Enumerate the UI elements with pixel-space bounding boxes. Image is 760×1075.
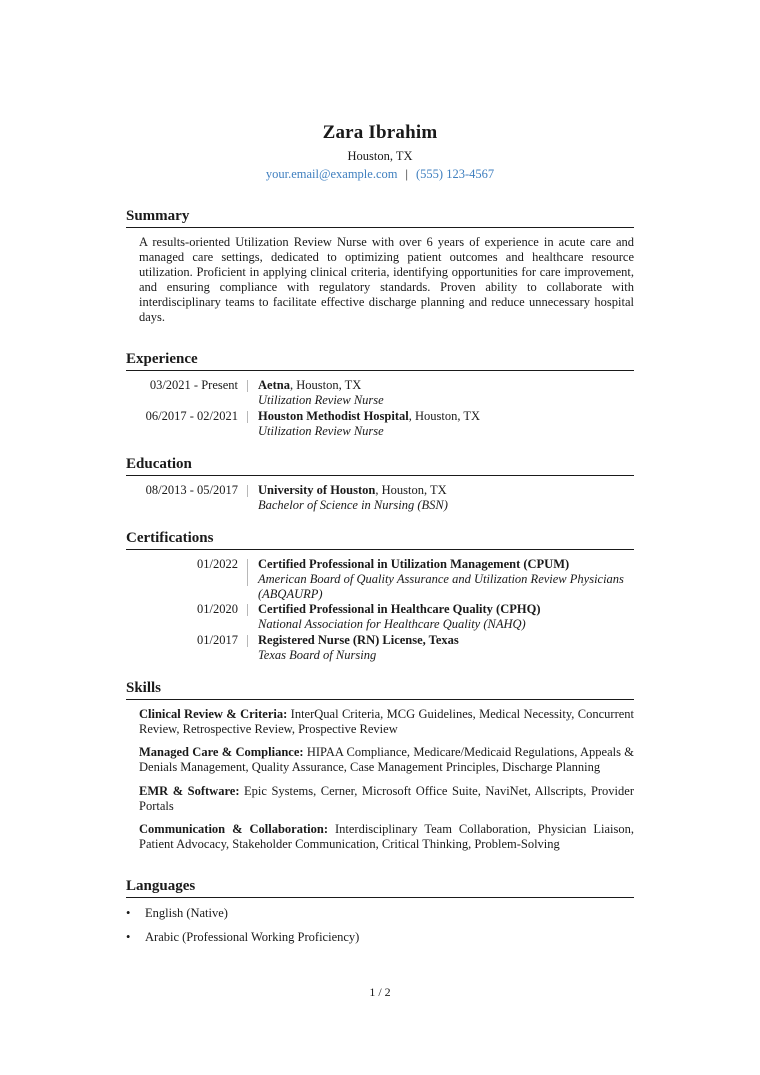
entry-organization: Houston Methodist Hospital — [258, 409, 409, 423]
summary-heading: Summary — [126, 208, 634, 228]
entry-body — [258, 409, 634, 439]
certifications-heading: Certifications — [126, 530, 634, 550]
skill-group — [139, 745, 634, 775]
skill-list: HIPAA Compliance, Medicare/Medicaid Regulations, Appeals & Denials Management, Quality Assurance, Case Management Principles, Discharge Planning — [139, 745, 635, 774]
skill-category: Clinical Review & Criteria: — [139, 707, 288, 721]
entry-date: 01/2020 — [197, 602, 238, 616]
candidate-location: Houston, TX — [347, 149, 413, 163]
certification-issuer: American Board of Quality Assurance and Utilization Review Physicians (ABQAURP) — [258, 572, 624, 601]
contact-line — [126, 167, 634, 182]
entry-date: 08/2013 - 05/2017 — [145, 483, 238, 497]
skills-heading: Skills — [126, 680, 634, 700]
entry-organization: Aetna — [258, 378, 290, 392]
entry-role: Utilization Review Nurse — [258, 393, 384, 407]
certification-issuer: Texas Board of Nursing — [258, 648, 377, 662]
page-number: 1 / 2 — [369, 985, 391, 999]
experience-heading: Experience — [126, 351, 634, 371]
entry-divider — [247, 485, 248, 497]
language-name: English (Native) — [145, 906, 228, 920]
entry-date: 01/2022 — [197, 557, 238, 571]
entry-organization: University of Houston — [258, 483, 376, 497]
entry-date: 01/2017 — [197, 633, 238, 647]
skill-category: Communication & Collaboration: — [139, 822, 328, 836]
candidate-name: Zara Ibrahim — [322, 122, 438, 143]
phone-link[interactable]: (555) 123-4567 — [416, 167, 495, 181]
skill-group — [139, 784, 634, 814]
education-entry — [126, 483, 634, 513]
entry-location: , Houston, TX — [408, 409, 481, 423]
experience-entry — [126, 378, 634, 408]
entry-divider — [247, 635, 248, 647]
bullet-icon: • — [126, 930, 131, 944]
entry-location: , Houston, TX — [375, 483, 447, 497]
certification-entry — [126, 633, 634, 663]
education-heading: Education — [126, 456, 634, 476]
bullet-icon: • — [126, 906, 131, 920]
entry-body — [258, 483, 634, 513]
certification-name: Certified Professional in Healthcare Quality (CPHQ) — [258, 602, 541, 616]
entry-divider — [247, 380, 248, 392]
entry-location: , Houston, TX — [289, 378, 362, 392]
skill-group — [139, 822, 634, 852]
experience-entry — [126, 409, 634, 439]
entry-body — [258, 378, 634, 408]
email-link[interactable]: your.email@example.com — [265, 167, 398, 181]
skill-list: Epic Systems, Cerner, Microsoft Office Suite, NaviNet, Allscripts, Provider Portals — [139, 784, 634, 813]
entry-divider — [247, 411, 248, 423]
entry-date: 06/2017 - 02/2021 — [145, 409, 238, 423]
skill-list: Interdisciplinary Team Collaboration, Physician Liaison, Patient Advocacy, Stakeholder Communication, Critical Thinking, Problem-Solving — [139, 822, 634, 851]
certification-issuer: National Association for Healthcare Quality (NAHQ) — [258, 617, 526, 631]
entry-divider — [247, 604, 248, 616]
entry-body — [258, 633, 634, 663]
entry-divider — [247, 559, 248, 586]
summary-text: A results-oriented Utilization Review Nurse with over 6 years of experience in acute care and managed care settings, dedicated to optimizing patient outcomes and healthcare resource utilization. Proficient in applying clinical criteria, identifying opportunities for care improvement, and ensuring compliance with regulatory standards. Proven ability to collaborate with interdisciplinary teams to facilitate effective discharge planning and reduce unnecessary hospital days. — [139, 235, 634, 324]
entry-body — [258, 602, 634, 632]
skill-category: Managed Care & Compliance: — [139, 745, 304, 759]
contact-separator: | — [405, 167, 408, 181]
entry-degree: Bachelor of Science in Nursing (BSN) — [258, 498, 448, 512]
skill-list: InterQual Criteria, MCG Guidelines, Medical Necessity, Concurrent Review, Retrospective Review, Prospective Review — [139, 707, 634, 736]
certification-entry — [126, 557, 634, 602]
entry-body — [258, 557, 634, 602]
skill-group — [139, 707, 634, 737]
skill-category: EMR & Software: — [139, 784, 240, 798]
certification-entry — [126, 602, 634, 632]
entry-date: 03/2021 - Present — [149, 378, 238, 392]
language-name: Arabic (Professional Working Proficiency) — [145, 930, 360, 944]
certification-name: Registered Nurse (RN) License, Texas — [258, 633, 459, 647]
languages-heading: Languages — [126, 878, 634, 898]
entry-role: Utilization Review Nurse — [258, 424, 384, 438]
certification-name: Certified Professional in Utilization Management (CPUM) — [258, 557, 570, 571]
